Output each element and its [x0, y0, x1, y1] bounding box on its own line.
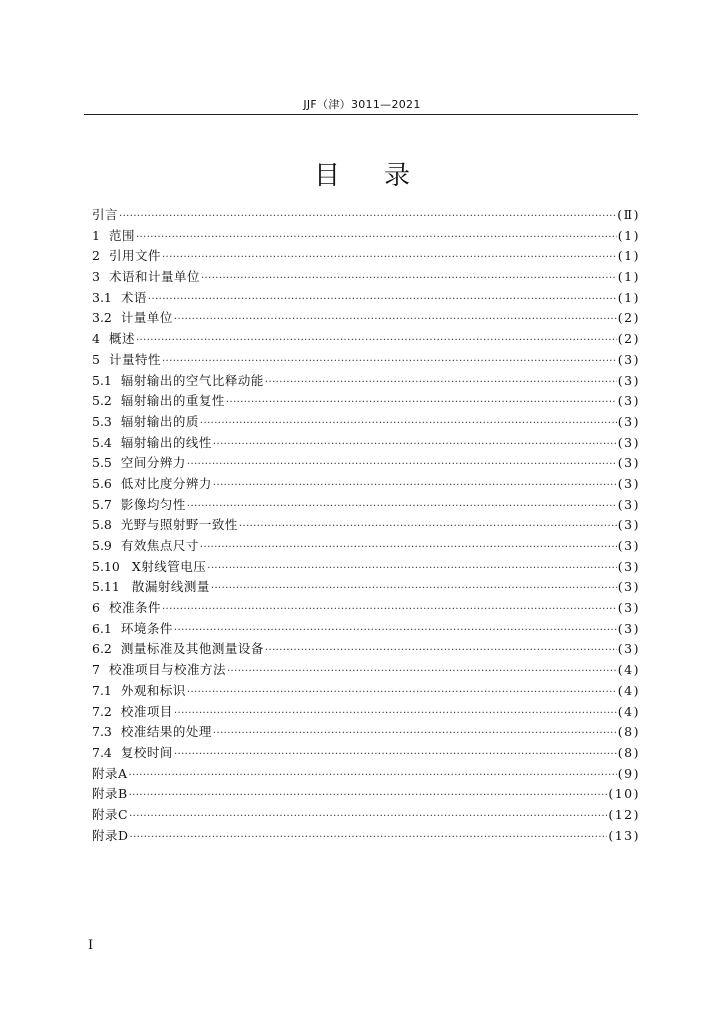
toc-entry-label: 散漏射线测量 — [131, 579, 210, 595]
toc-entry-page: (3) — [617, 641, 640, 657]
toc-leader-dots — [200, 412, 617, 435]
toc-entry-page: (1) — [617, 269, 640, 285]
toc-entry-page: (3) — [617, 496, 640, 512]
toc-entry[interactable] — [92, 805, 640, 826]
toc-entry[interactable] — [92, 226, 640, 247]
toc-entry-label: 辐射输出的质 — [120, 413, 199, 429]
toc-entry[interactable] — [92, 784, 640, 805]
toc-entry-page: (12) — [608, 806, 640, 822]
toc-entry-label: 概述 — [108, 331, 135, 347]
toc-entry-number: 6 — [92, 600, 100, 616]
toc-leader-dots — [213, 474, 617, 497]
toc-entry-number: 7.4 — [92, 744, 112, 760]
toc-entry-number: 3.1 — [92, 289, 112, 305]
toc-entry-number: 7.2 — [92, 703, 112, 719]
toc-entry[interactable] — [92, 308, 640, 329]
toc-entry-number: 5.9 — [92, 538, 112, 553]
toc-leader-dots — [162, 350, 617, 373]
toc-entry-number: 5.7 — [92, 496, 112, 512]
toc-entry-page: (3) — [617, 455, 640, 471]
toc-entry[interactable] — [92, 495, 640, 516]
toc-entry-number: 5.2 — [92, 393, 112, 409]
toc-entry-label: 附录B — [92, 786, 128, 802]
toc-entry-page: (10) — [608, 786, 640, 802]
toc-entry-page: (2) — [617, 310, 640, 326]
toc-entry-label: 复校时间 — [120, 744, 173, 760]
toc-entry-number: 2 — [92, 248, 100, 264]
toc-entry-label: 校准条件 — [108, 600, 161, 616]
toc-entry-page: (4) — [617, 662, 640, 678]
toc-leader-dots — [187, 681, 617, 704]
toc-leader-dots — [213, 722, 617, 745]
toc-leader-dots — [213, 433, 617, 456]
toc-entry-page: (3) — [617, 579, 640, 595]
toc-leader-dots — [162, 598, 617, 621]
toc-entry-label: 辐射输出的重复性 — [120, 393, 225, 409]
toc-leader-dots — [265, 371, 617, 394]
toc-entry-page: (3) — [617, 620, 640, 636]
toc-entry[interactable] — [92, 536, 640, 557]
toc-entry-label: 术语和计量单位 — [108, 269, 200, 285]
running-header: JJF（津）3011—2021 — [303, 98, 421, 111]
toc-leader-dots — [187, 495, 617, 518]
toc-entry[interactable] — [92, 722, 640, 743]
toc-entry[interactable] — [92, 474, 640, 495]
toc-entry-label: 附录A — [92, 765, 128, 781]
toc-leader-dots — [136, 226, 617, 249]
toc-entry-page: (3) — [617, 475, 640, 491]
toc-entry-page: (9) — [617, 765, 640, 781]
toc-leader-dots — [226, 391, 617, 414]
toc-entry-label: 计量单位 — [120, 310, 173, 326]
toc-entry-label: 校准项目 — [120, 703, 173, 719]
toc-entry-label: 范围 — [108, 227, 135, 243]
toc-entry-label: 测量标准及其他测量设备 — [120, 641, 264, 657]
toc-entry-page: (3) — [617, 517, 640, 533]
toc-entry-label: 引言 — [92, 207, 119, 222]
toc-entry-number: 5.8 — [92, 517, 112, 533]
toc-leader-dots — [174, 743, 617, 766]
toc-entry-label: 附录D — [92, 827, 129, 843]
toc-entry[interactable] — [92, 577, 640, 598]
toc-entry-label: 辐射输出的线性 — [120, 434, 212, 450]
toc-entry-page: (1) — [617, 248, 640, 264]
toc-entry-label: 辐射输出的空气比释动能 — [120, 372, 264, 388]
toc-entry-label: 附录C — [92, 806, 129, 822]
toc-leader-dots — [200, 536, 617, 559]
toc-leader-dots — [227, 660, 617, 683]
toc-entry[interactable] — [92, 764, 640, 785]
toc-entry-page: (3) — [617, 393, 640, 409]
toc-entry-label: 校准项目与校准方法 — [108, 662, 226, 678]
toc-entry-page: (1) — [617, 227, 640, 243]
toc-entry-label: 低对比度分辨力 — [120, 475, 212, 491]
toc-leader-dots — [174, 702, 617, 725]
toc-entry-number: 6.1 — [92, 620, 112, 636]
toc-entry-label: 引用文件 — [108, 248, 161, 264]
toc-entry-page: (3) — [617, 434, 640, 450]
toc-leader-dots — [136, 329, 617, 352]
toc-leader-dots — [119, 205, 616, 228]
toc-entry-label: 有效焦点尺寸 — [120, 538, 199, 553]
toc-entry[interactable] — [92, 350, 640, 371]
toc-entry-label: 计量特性 — [108, 351, 161, 367]
toc-leader-dots — [265, 639, 617, 662]
toc-entry-number: 7.3 — [92, 724, 112, 740]
toc-entry[interactable] — [92, 433, 640, 454]
toc-entry[interactable] — [92, 246, 640, 267]
toc-entry-number: 5.6 — [92, 475, 112, 491]
toc-entry[interactable] — [92, 681, 640, 702]
toc-entry[interactable] — [92, 371, 640, 392]
toc-entry-page: (3) — [617, 600, 640, 616]
toc-leader-dots — [148, 288, 617, 311]
toc-entry-page: (4) — [617, 703, 640, 719]
toc-entry-number: 5.1 — [92, 372, 112, 388]
toc-entry[interactable] — [92, 515, 640, 536]
page-title: 目录 — [313, 161, 454, 191]
toc-entry-number: 7 — [92, 662, 100, 678]
toc-entry-page: (4) — [617, 682, 640, 698]
toc-entry-label: 校准结果的处理 — [120, 724, 212, 740]
toc-entry-label: 术语 — [120, 289, 147, 305]
toc-leader-dots — [130, 826, 608, 849]
toc-entry-number: 5.11 — [92, 579, 120, 595]
header-rule — [84, 114, 638, 115]
toc-entry[interactable] — [92, 557, 640, 578]
toc-entry-page: (1) — [617, 289, 640, 305]
toc-entry[interactable] — [92, 453, 640, 474]
toc-entry-number: 5.5 — [92, 455, 112, 471]
toc-entry-number: 4 — [92, 331, 100, 347]
toc-entry-label: 外观和标识 — [120, 682, 186, 698]
toc-entry-label: 空间分辨力 — [120, 455, 186, 471]
toc-entry-number: 1 — [92, 227, 100, 243]
toc-leader-dots — [174, 619, 617, 642]
toc-entry[interactable] — [92, 205, 640, 226]
toc-entry[interactable] — [92, 619, 640, 640]
toc-leader-dots — [211, 577, 617, 600]
toc-leader-dots — [239, 515, 617, 538]
toc-entry-page: (8) — [617, 744, 640, 760]
toc-entry-page: (3) — [617, 538, 640, 553]
toc-entry[interactable] — [92, 598, 640, 619]
toc-entry-number: 3 — [92, 269, 100, 285]
toc-entry[interactable] — [92, 329, 640, 350]
toc-entry-number: 5.10 — [92, 558, 120, 574]
toc-entry[interactable] — [92, 702, 640, 723]
toc-entry[interactable] — [92, 743, 640, 764]
toc-entry[interactable] — [92, 391, 640, 412]
toc-entry-label: X射线管电压 — [131, 558, 207, 574]
toc-entry-page: (Ⅱ) — [617, 207, 640, 222]
toc-leader-dots — [129, 784, 608, 807]
toc-entry-page: (13) — [608, 827, 640, 843]
toc-entry-page: (3) — [617, 351, 640, 367]
toc-entry-number: 6.2 — [92, 641, 112, 657]
toc-leader-dots — [207, 557, 617, 580]
toc-leader-dots — [162, 246, 617, 269]
toc-entry-number: 7.1 — [92, 682, 112, 698]
toc-entry[interactable] — [92, 826, 640, 847]
toc-entry[interactable] — [92, 412, 640, 433]
toc-leader-dots — [187, 453, 617, 476]
toc-entry-page: (8) — [617, 724, 640, 740]
toc-entry-number: 5.4 — [92, 434, 112, 450]
toc-entry[interactable] — [92, 660, 640, 681]
toc-entry-page: (3) — [617, 372, 640, 388]
toc-leader-dots — [129, 805, 607, 828]
toc-entry-number: 5.3 — [92, 413, 112, 429]
toc-entry-label: 光野与照射野一致性 — [120, 517, 238, 533]
toc-entry[interactable] — [92, 288, 640, 309]
toc-entry[interactable] — [92, 267, 640, 288]
table-of-contents — [92, 205, 640, 846]
toc-entry-number: 5 — [92, 351, 100, 367]
toc-entry[interactable] — [92, 639, 640, 660]
toc-leader-dots — [174, 308, 617, 331]
page-number: I — [88, 938, 94, 953]
toc-entry-label: 环境条件 — [120, 620, 173, 636]
toc-entry-number: 3.2 — [92, 310, 112, 326]
toc-entry-page: (2) — [617, 331, 640, 347]
toc-entry-label: 影像均匀性 — [120, 496, 186, 512]
toc-entry-page: (3) — [617, 558, 640, 574]
toc-leader-dots — [201, 267, 617, 290]
toc-entry-page: (3) — [617, 413, 640, 429]
toc-leader-dots — [129, 764, 617, 787]
